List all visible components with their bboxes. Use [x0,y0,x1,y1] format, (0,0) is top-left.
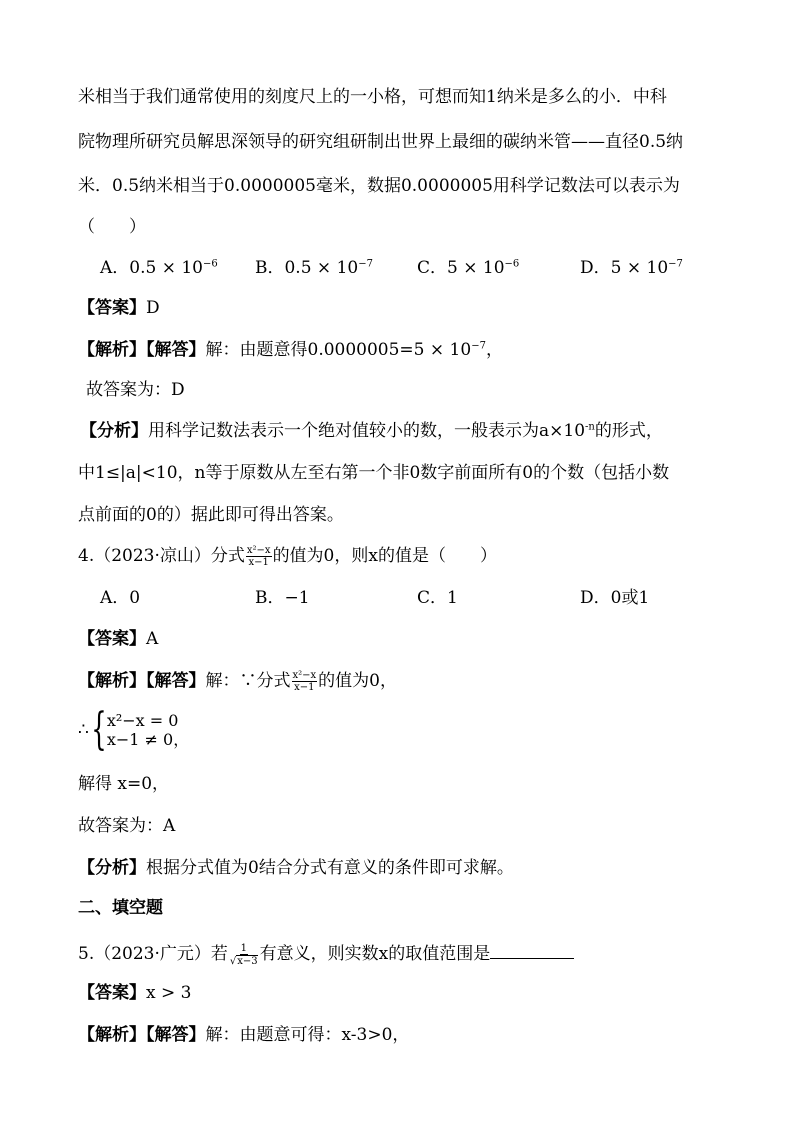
fenxi-end: 的形式， [594,421,663,441]
analysis-end: ， [485,340,503,360]
q3-fenxi-line-2: 中1≤|a|<10，n等于原数从左至右第一个非0数字前面所有0的个数（包括小数 [78,463,670,483]
q4-analysis [78,670,397,693]
therefore-symbol: ∴ [78,720,89,740]
q4-option-d: D．0或1 [580,588,650,608]
answer-tag: 【答案】 [78,983,146,1003]
system-row-1: x²−x = 0 [106,711,179,730]
q5-analysis [78,1024,409,1046]
answer-blank [490,940,574,959]
q4-option-a: A．0 [100,588,141,608]
option-a-text: A．0.5 × 10 [100,258,203,278]
fraction-numerator: 1 [240,942,247,954]
q5-stem [78,940,574,967]
option-a-exp: −6 [203,258,218,270]
q5-stem-start: 5.（2023·广元）若 [78,944,228,964]
system-row-2-text: x−1 ≠ 0 [106,730,174,749]
q3-paren: （ ） [78,217,146,237]
brace-icon: { [91,704,107,755]
q4-fraction [246,545,272,568]
q3-conclusion: 故答案为：D [86,380,185,400]
analysis-start: 解：∵分式 [205,671,291,691]
analysis-tag: 【解析】【解答】 [78,340,206,360]
sqrt-icon: √ [229,955,237,967]
q3-stem-line-1: 米相当于我们通常使用的刻度尺上的一小格，可想而知1纳米是多么的小．中科 [78,87,667,107]
q3-option-c [417,257,519,279]
q3-stem-line-3: 米．0.5纳米相当于0.0000005毫米，数据0.0000005用科学记数法可以表示为 [78,176,680,196]
fraction-denominator: x−1 [294,682,315,693]
answer-tag: 【答案】 [78,629,146,649]
option-c-exp: −6 [504,258,520,270]
section-title: 二、填空题 [78,898,163,918]
answer-value: D [146,298,160,318]
answer-value: A [146,629,159,649]
fenxi-tag: 【分析】 [78,858,146,878]
option-d-exp: −7 [668,258,683,270]
q5-stem-end: 有意义，则实数x的取值范围是 [259,944,491,964]
fraction-numerator: x²−x [292,670,317,681]
fenxi-text: 根据分式值为0结合分式有意义的条件即可求解。 [146,858,514,878]
option-c-text: C．5 × 10 [417,258,505,278]
analysis-end: 的值为0， [318,671,397,691]
q3-option-d [580,257,683,279]
q4-stem-start: 4.（2023·凉山）分式 [78,546,245,566]
sqrt-radicand: x−3 [237,955,258,967]
q4-solve: 解得 x=0， [78,774,170,794]
q3-analysis [78,339,503,361]
q3-fenxi-line-1 [80,420,663,442]
q4-answer [78,628,158,650]
q5-fraction [229,943,259,967]
option-b-text: B．0.5 × 10 [255,258,359,278]
fraction-denominator [229,955,259,967]
q4-conclusion: 故答案为：A [78,816,176,836]
q3-answer [78,297,160,319]
system-rows [107,711,189,749]
q5-answer [78,982,191,1004]
answer-tag: 【答案】 [78,298,146,318]
q4-option-b: B．−1 [255,588,310,608]
q4-system [78,704,190,755]
equation-system [78,704,190,755]
analysis-text: 解：由题意得0.0000005=5 × 10 [205,340,472,360]
fraction-denominator: x−1 [248,557,269,568]
q4-analysis-fraction [292,670,318,693]
fenxi-exp: -n [585,421,595,433]
q3-fenxi-line-3: 点前面的0的）据此即可得出答案。 [78,505,344,525]
option-b-exp: −7 [358,258,373,270]
analysis-tag: 【解析】【解答】 [78,1025,206,1045]
option-d-text: D．5 × 10 [580,258,669,278]
system-tail: ， [173,730,190,749]
q4-stem [78,545,497,568]
analysis-tag: 【解析】【解答】 [78,671,206,691]
fraction-numerator: x²−x [246,545,271,556]
answer-value: x > 3 [146,983,192,1003]
analysis-text: 解：由题意可得：x-3>0， [205,1025,410,1045]
system-row-2 [107,730,189,749]
q3-option-a [100,257,218,279]
fenxi-tag: 【分析】 [80,421,148,441]
q4-fenxi [78,857,514,879]
fenxi-text: 用科学记数法表示一个绝对值较小的数，一般表示为a×10 [148,421,586,441]
q3-option-b [255,257,373,279]
analysis-exp: −7 [471,340,486,352]
q3-stem-line-2: 院物理所研究员解思深领导的研究组研制出世界上最细的碳纳米管——直径0.5纳 [78,132,684,152]
q4-option-c: C．1 [417,588,458,608]
q4-stem-end: 的值为0，则x的值是（ ） [272,546,497,566]
